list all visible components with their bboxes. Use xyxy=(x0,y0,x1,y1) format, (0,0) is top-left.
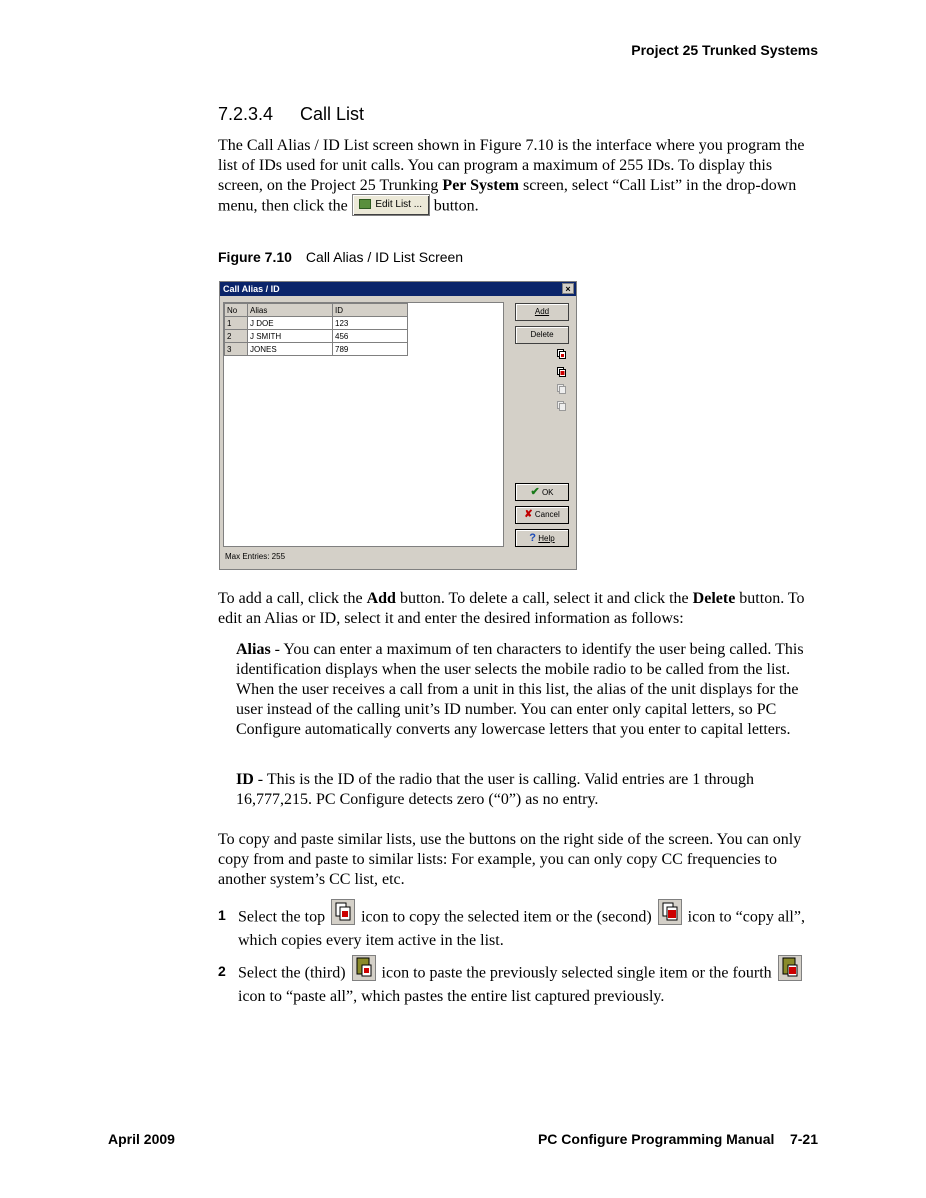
help-icon: ? xyxy=(529,532,537,544)
id-text: - This is the ID of the radio that the user is calling. Valid entries are 1 through 16,777,215. PC Configure detects zero (“0”) as no entry. xyxy=(236,771,754,808)
after-bold-add: Add xyxy=(366,590,396,607)
id-definition xyxy=(236,770,818,810)
alias-term: Alias xyxy=(236,641,271,658)
intro-text-3: button. xyxy=(433,197,479,215)
call-alias-dialog xyxy=(219,281,577,570)
row-number: 3 xyxy=(225,343,248,356)
after-text-3: button. To edit an Alias or ID, select it and enter the desired information as follows: xyxy=(218,590,805,627)
dialog-titlebar xyxy=(220,282,576,296)
alias-id-grid[interactable] xyxy=(223,302,504,547)
cancel-button[interactable] xyxy=(515,506,569,524)
max-entries-status: Max Entries: 255 xyxy=(225,552,286,561)
step-1-text-a: Select the top xyxy=(238,908,326,926)
alias-cell[interactable]: J SMITH xyxy=(248,330,333,343)
add-button[interactable] xyxy=(515,303,569,321)
section-number: 7.2.3.4 xyxy=(218,104,274,124)
step-number: 1 xyxy=(218,907,226,923)
close-button[interactable]: × xyxy=(562,283,574,294)
table-row[interactable] xyxy=(225,343,408,356)
id-cell[interactable]: 789 xyxy=(333,343,408,356)
table-row[interactable] xyxy=(225,317,408,330)
paste-all-icon[interactable] xyxy=(557,401,566,411)
copy-all-icon xyxy=(658,899,682,925)
step-2-text-c: icon to “paste all”, which pastes the entire list captured previously. xyxy=(238,988,665,1005)
ok-button[interactable] xyxy=(515,483,569,501)
x-icon: ✘ xyxy=(524,509,533,520)
intro-text-1: The Call Alias / ID List screen shown in Figure 7.10 is the interface where you program the list of IDs used for unit calls. You can program a maximum of 255 IDs. To display this screen, on the Project 25 Trunking xyxy=(218,137,805,194)
intro-paragraph xyxy=(218,136,818,218)
paste-icon[interactable] xyxy=(557,384,566,394)
step-number: 2 xyxy=(218,963,226,979)
dialog-title: Call Alias / ID xyxy=(223,284,280,294)
intro-text-2: screen, select “Call List” in the drop-down menu, then click the xyxy=(218,177,797,215)
check-icon: ✔ xyxy=(530,486,540,498)
id-term: ID xyxy=(236,771,254,788)
footer-date: April 2009 xyxy=(108,1131,175,1147)
step-text xyxy=(238,961,828,1007)
column-header-no: No xyxy=(225,304,248,317)
row-number: 2 xyxy=(225,330,248,343)
section-title: Call List xyxy=(300,104,365,124)
alias-id-table xyxy=(224,303,408,356)
edit-list-icon xyxy=(359,199,371,209)
page-header: Project 25 Trunked Systems xyxy=(631,42,818,58)
edit-list-button-image xyxy=(352,194,430,216)
add-label: Add xyxy=(534,307,550,316)
table-header-row xyxy=(225,304,408,317)
step-2-text-a: Select the (third) xyxy=(238,964,346,982)
cancel-label: Cancel xyxy=(534,510,560,519)
copy-all-icon[interactable] xyxy=(557,367,566,377)
ok-label: OK xyxy=(541,488,554,497)
copy-icon[interactable] xyxy=(557,349,566,359)
row-number: 1 xyxy=(225,317,248,330)
table-row[interactable] xyxy=(225,330,408,343)
footer-right xyxy=(538,1131,818,1147)
after-text-2: button. To delete a call, select it and click the xyxy=(395,590,693,607)
paste-all-icon xyxy=(778,955,802,981)
figure-title: Call Alias / ID List Screen xyxy=(305,249,464,265)
alias-cell[interactable]: JONES xyxy=(248,343,333,356)
column-header-alias: Alias xyxy=(248,304,333,317)
delete-label: Delete xyxy=(530,330,554,339)
step-1-text-c: icon to “copy all”, which copies every item active in the list. xyxy=(238,908,805,949)
id-cell[interactable]: 123 xyxy=(333,317,408,330)
section-heading xyxy=(218,104,364,125)
column-header-id: ID xyxy=(333,304,408,317)
intro-bold: Per System xyxy=(442,177,519,194)
alias-text: - You can enter a maximum of ten characters to identify the user being called. This identification displays when the user selects the mobile radio to be called from the list. When the user receives a call from a unit in this list, the alias of the unit displays for the user instead of the calling unit’s ID number. You can enter only capital letters, so PC Configure automatically converts any lowercase letters that you enter to capital letters. xyxy=(236,641,804,738)
step-1-text-b: icon to copy the selected item or the (second) xyxy=(361,908,652,926)
after-text-1: To add a call, click the xyxy=(218,590,367,607)
help-button[interactable] xyxy=(515,529,569,547)
after-bold-delete: Delete xyxy=(692,590,736,607)
help-label: Help xyxy=(538,534,555,543)
footer-manual-title: PC Configure Programming Manual xyxy=(537,1131,775,1147)
id-cell[interactable]: 456 xyxy=(333,330,408,343)
step-2-text-b: icon to paste the previously selected single item or the fourth xyxy=(381,964,772,982)
figure-caption xyxy=(218,249,463,265)
paste-icon xyxy=(352,955,376,981)
footer-page-number: 7-21 xyxy=(789,1131,818,1147)
figure-number: Figure 7.10 xyxy=(218,249,292,265)
alias-definition xyxy=(236,640,818,740)
copy-icon xyxy=(331,899,355,925)
delete-button[interactable] xyxy=(515,326,569,344)
copy-paste-paragraph: To copy and paste similar lists, use the buttons on the right side of the screen. You can only copy from and paste to similar lists: For example, you can only copy CC frequencies to another system’s CC list, etc. xyxy=(218,831,802,888)
edit-list-label: Edit List ... xyxy=(375,199,423,210)
step-text xyxy=(238,905,828,951)
alias-cell[interactable]: J DOE xyxy=(248,317,333,330)
add-delete-paragraph xyxy=(218,589,818,629)
